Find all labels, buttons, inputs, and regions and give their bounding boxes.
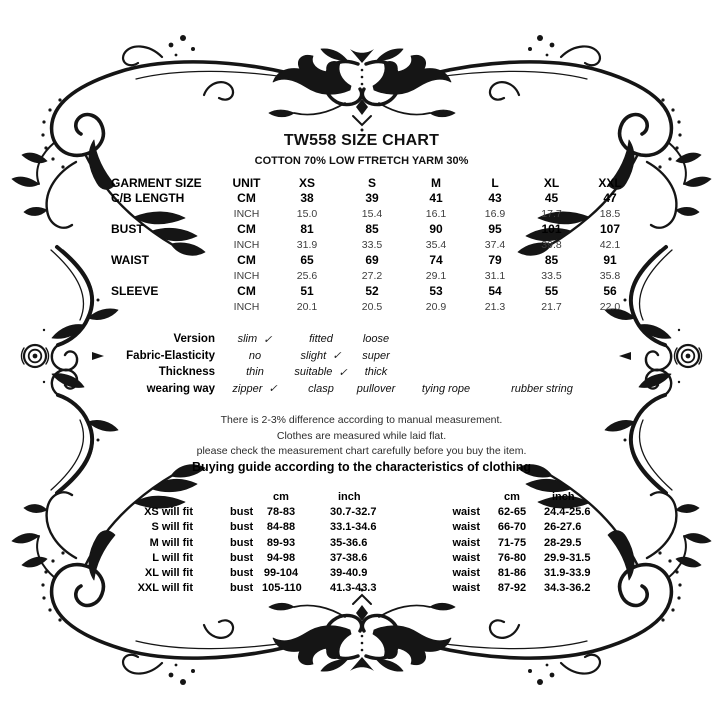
bust-label: bust xyxy=(230,505,254,518)
waist-cm: 71-75 xyxy=(497,536,527,549)
bust-label: bust xyxy=(230,551,254,564)
cell: 35.8 xyxy=(599,269,621,282)
option-text: pullover xyxy=(356,382,396,395)
waist-inch: 24.4-25.6 xyxy=(544,505,591,518)
buying-guide-row xyxy=(100,520,624,535)
check-icon: ✓ xyxy=(338,366,348,379)
col-cm: cm xyxy=(273,490,289,503)
bust-cm: 89-93 xyxy=(266,536,296,549)
check-icon: ✓ xyxy=(263,333,273,346)
measurement-notes xyxy=(0,413,723,460)
row-unit: INCH xyxy=(233,269,260,282)
bust-inch: 37-38.6 xyxy=(330,551,368,564)
attribute-row-elasticity xyxy=(60,348,592,365)
size-label: S will fit xyxy=(151,521,193,534)
cell: 91 xyxy=(603,253,617,268)
cell: 17.7 xyxy=(541,207,562,220)
buying-guide-table xyxy=(100,489,624,596)
note-line: Clothes are measured while laid flat. xyxy=(276,429,447,442)
cell: 65 xyxy=(300,253,314,268)
page-title: TW558 SIZE CHART xyxy=(283,132,440,149)
row-unit: CM xyxy=(237,191,256,206)
table-row xyxy=(111,206,640,222)
option xyxy=(220,382,290,395)
cell: 42.1 xyxy=(599,238,621,251)
bust-label: bust xyxy=(230,582,254,595)
bust-cm: 78-83 xyxy=(266,505,296,518)
col-xxl: XXL xyxy=(598,175,622,190)
row-unit: CM xyxy=(237,253,256,268)
col-xs: XS xyxy=(298,175,315,190)
option-text: tying rope xyxy=(421,382,471,395)
col-garment-size: GARMENT SIZE xyxy=(111,175,202,190)
buying-guide-row xyxy=(100,581,624,596)
waist-label: waist xyxy=(452,567,480,580)
option xyxy=(290,333,352,345)
option-text: no xyxy=(248,349,262,362)
bust-cm: 84-88 xyxy=(266,521,296,534)
cell: 27.2 xyxy=(361,269,383,282)
row-unit: INCH xyxy=(233,300,260,313)
option xyxy=(290,349,352,362)
check-icon: ✓ xyxy=(332,350,342,363)
cell: 95 xyxy=(488,222,502,237)
option xyxy=(220,350,290,362)
cell: 55 xyxy=(544,284,559,299)
check-icon: ✓ xyxy=(268,383,278,396)
size-table xyxy=(111,175,640,315)
col-l: L xyxy=(491,175,499,190)
col-cm: cm xyxy=(504,490,520,503)
waist-inch: 31.9-33.9 xyxy=(544,567,591,580)
cell: 33.5 xyxy=(541,269,562,282)
cell: 81 xyxy=(300,222,314,237)
attribute-row-thickness xyxy=(60,364,592,381)
cell: 47 xyxy=(603,191,617,206)
option xyxy=(290,366,352,379)
row-label: SLEEVE xyxy=(111,284,159,299)
row-unit: INCH xyxy=(233,207,260,220)
option-text: thick xyxy=(364,366,388,379)
cell: 18.5 xyxy=(599,207,621,220)
table-row xyxy=(111,253,640,269)
waist-inch: 34.3-36.2 xyxy=(544,582,591,595)
option-text: loose xyxy=(362,333,390,346)
col-s: S xyxy=(367,175,376,190)
waist-cm: 87-92 xyxy=(497,582,527,595)
row-label: WAIST xyxy=(111,253,149,268)
option-text: suitable xyxy=(294,366,333,379)
waist-label: waist xyxy=(452,551,480,564)
waist-cm: 62-65 xyxy=(497,505,527,518)
bust-cm: 105-110 xyxy=(262,582,302,595)
cell: 29.1 xyxy=(425,269,447,282)
size-label: XL will fit xyxy=(144,567,193,580)
row-unit: CM xyxy=(237,222,256,237)
size-label: M will fit xyxy=(149,536,193,549)
cell: 20.9 xyxy=(425,300,447,313)
cell: 45 xyxy=(544,191,559,206)
cell: 38 xyxy=(300,191,314,206)
option xyxy=(220,366,290,378)
cell: 16.9 xyxy=(484,207,506,220)
table-row xyxy=(111,299,640,315)
waist-inch: 29.9-31.5 xyxy=(544,551,591,564)
cell: 39.8 xyxy=(541,238,562,251)
fabric-subtitle: COTTON 70% LOW FTRETCH YARM 30% xyxy=(254,155,469,167)
waist-cm: 76-80 xyxy=(497,551,527,564)
option-text: clasp xyxy=(308,382,334,395)
cell: 51 xyxy=(300,284,314,299)
option xyxy=(400,383,492,395)
row-label: C/B LENGTH xyxy=(111,191,185,206)
col-m: M xyxy=(431,175,441,190)
size-table-header-row xyxy=(111,175,640,191)
row-label: BUST xyxy=(111,222,144,237)
bust-inch: 33.1-34.6 xyxy=(330,521,377,534)
option xyxy=(492,383,592,395)
cell: 31.1 xyxy=(484,269,506,282)
table-row xyxy=(111,284,640,300)
option-text: slim xyxy=(237,333,258,346)
waist-inch: 26-27.6 xyxy=(544,521,582,534)
note-line: please check the measurement chart carefully before you buy the item. xyxy=(196,445,527,457)
bust-label: bust xyxy=(230,567,254,580)
bust-cm: 94-98 xyxy=(266,551,296,564)
cell: 53 xyxy=(429,284,443,299)
bust-inch: 39-40.9 xyxy=(330,567,368,580)
bust-label: bust xyxy=(230,536,254,549)
table-row xyxy=(111,222,640,238)
waist-cm: 81-86 xyxy=(497,567,527,580)
cell: 20.1 xyxy=(296,300,318,313)
waist-cm: 66-70 xyxy=(497,521,527,534)
option xyxy=(352,350,400,362)
cell: 16.1 xyxy=(425,207,447,220)
cell: 20.5 xyxy=(361,300,383,313)
waist-label: waist xyxy=(452,505,480,518)
cell: 52 xyxy=(365,284,379,299)
row-unit: INCH xyxy=(233,238,260,251)
option xyxy=(290,383,352,395)
attribute-row-wearing-way xyxy=(60,381,592,398)
col-xl: XL xyxy=(543,175,560,190)
buying-guide-row xyxy=(100,565,624,580)
cell: 56 xyxy=(603,284,617,299)
cell: 15.4 xyxy=(361,207,383,220)
attribute-label: Thickness xyxy=(158,366,215,379)
row-unit: CM xyxy=(237,284,256,299)
waist-label: waist xyxy=(452,521,480,534)
cell: 39 xyxy=(365,191,379,206)
waist-inch: 28-29.5 xyxy=(544,536,582,549)
size-label: XS will fit xyxy=(144,505,193,518)
table-row xyxy=(111,268,640,284)
table-row xyxy=(111,191,640,207)
waist-label: waist xyxy=(452,536,480,549)
option-text: zipper xyxy=(232,382,263,395)
cell: 31.9 xyxy=(296,238,318,251)
cell: 54 xyxy=(488,284,502,299)
bust-label: bust xyxy=(230,521,254,534)
buying-guide-row xyxy=(100,550,624,565)
option-text: rubber string xyxy=(511,382,573,395)
attributes-block xyxy=(60,331,592,397)
cell: 37.4 xyxy=(484,238,506,251)
cell: 101 xyxy=(541,222,562,237)
col-unit: UNIT xyxy=(232,175,261,190)
option-text: thin xyxy=(246,366,264,379)
cell: 25.6 xyxy=(296,269,318,282)
attribute-row-version xyxy=(60,331,592,348)
buying-guide-header-row xyxy=(100,489,624,504)
cell: 41 xyxy=(429,191,443,206)
option xyxy=(220,333,290,346)
cell: 21.7 xyxy=(541,300,562,313)
cell: 15.0 xyxy=(296,207,318,220)
attribute-label: wearing way xyxy=(146,382,215,395)
waist-label: waist xyxy=(452,582,480,595)
option-text: fitted xyxy=(309,333,333,346)
col-inch: inch xyxy=(338,490,361,503)
attribute-label: Fabric-Elasticity xyxy=(126,349,215,362)
option xyxy=(352,383,400,395)
table-row xyxy=(111,237,640,253)
cell: 35.4 xyxy=(425,238,447,251)
cell: 107 xyxy=(599,222,621,237)
size-label: XXL will fit xyxy=(137,582,193,595)
cell: 69 xyxy=(365,253,379,268)
cell: 21.3 xyxy=(484,300,506,313)
bust-inch: 35-36.6 xyxy=(330,536,368,549)
cell: 74 xyxy=(429,253,443,268)
bust-inch: 30.7-32.7 xyxy=(330,505,377,518)
buying-guide-row xyxy=(100,504,624,519)
buying-guide-heading: Buying guide according to the characteristics of clothing xyxy=(192,460,531,474)
cell: 33.5 xyxy=(361,238,383,251)
note-line: There is 2-3% difference according to manual measurement. xyxy=(220,414,503,426)
option-text: slight xyxy=(300,349,327,362)
option xyxy=(352,333,400,345)
option-text: super xyxy=(362,349,390,362)
size-label: L will fit xyxy=(152,551,193,564)
col-inch: inch xyxy=(552,490,575,503)
cell: 85 xyxy=(365,222,379,237)
cell: 43 xyxy=(488,191,502,206)
cell: 79 xyxy=(488,253,502,268)
option xyxy=(352,366,400,378)
buying-guide-row xyxy=(100,535,624,550)
cell: 90 xyxy=(429,222,443,237)
bust-cm: 99-104 xyxy=(263,567,299,580)
cell: 85 xyxy=(544,253,559,268)
cell: 22.0 xyxy=(599,300,621,313)
bust-inch: 41.3-43.3 xyxy=(330,582,377,595)
attribute-label: Version xyxy=(173,333,215,346)
